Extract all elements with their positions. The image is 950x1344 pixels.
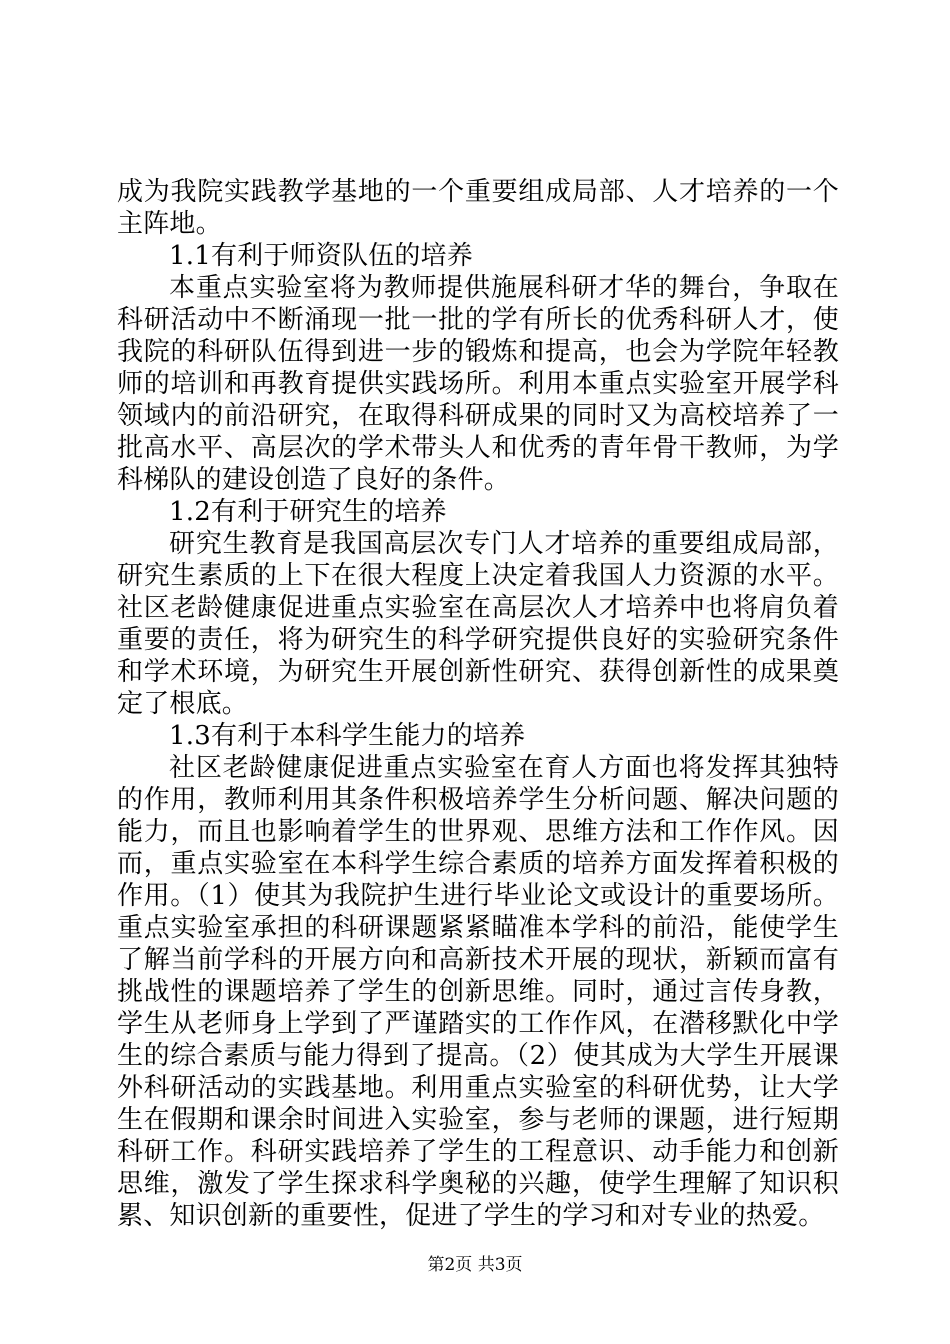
paragraph-graduate-training: 研究生教育是我国高层次专门人才培养的重要组成局部，研究生素质的上下在很大程度上决定着我国人力资源的水平。社区老龄健康促进重点实验室在高层次人才培养中也将肩负着重要的责任，将为研究生的科学研究提供良好的实验研究条件和学术环境，为研究生开展创新性研究、获得创新性的成果奠定了根底。	[117, 529, 839, 719]
document-body	[117, 176, 839, 1232]
section-heading-1-2: 1.2有利于研究生的培养	[169, 497, 447, 527]
section-heading-1-1: 1.1有利于师资队伍的培养	[169, 241, 473, 271]
page-number-footer: 第2页 共3页	[427, 1255, 523, 1275]
section-heading-1-3: 1.3有利于本科学生能力的培养	[169, 721, 526, 751]
paragraph-continuation: 成为我院实践教学基地的一个重要组成局部、人才培养的一个主阵地。	[117, 177, 839, 239]
paragraph-undergraduate-training: 社区老龄健康促进重点实验室在育人方面也将发挥其独特的作用，教师利用其条件积极培养学生分析问题、解决问题的能力，而且也影响着学生的世界观、思维方法和工作作风。因而，重点实验室在本科学生综合素质的培养方面发挥着积极的作用。（1）使其为我院护生进行毕业论文或设计的重要场所。重点实验室承担的科研课题紧紧瞄准本学科的前沿，能使学生了解当前学科的开展方向和高新技术开展的现状，新颖而富有挑战性的课题培养了学生的创新思维。同时，通过言传身教，学生从老师身上学到了严谨踏实的工作作风，在潜移默化中学生的综合素质与能力得到了提高。（2）使其成为大学生开展课外科研活动的实践基地。利用重点实验室的科研优势，让大学生在假期和课余时间进入实验室，参与老师的课题，进行短期科研工作。科研实践培养了学生的工程意识、动手能力和创新思维，激发了学生探求科学奥秘的兴趣，使学生理解了知识积累、知识创新的重要性，促进了学生的学习和对专业的热爱。	[117, 753, 839, 1231]
paragraph-faculty-training: 本重点实验室将为教师提供施展科研才华的舞台，争取在科研活动中不断涌现一批一批的学有所长的优秀科研人才，使我院的科研队伍得到进一步的锻炼和提高，也会为学院年轻教师的培训和再教育提供实践场所。利用本重点实验室开展学科领域内的前沿研究，在取得科研成果的同时又为高校培养了一批高水平、高层次的学术带头人和优秀的青年骨干教师，为学科梯队的建设创造了良好的条件。	[117, 273, 839, 495]
